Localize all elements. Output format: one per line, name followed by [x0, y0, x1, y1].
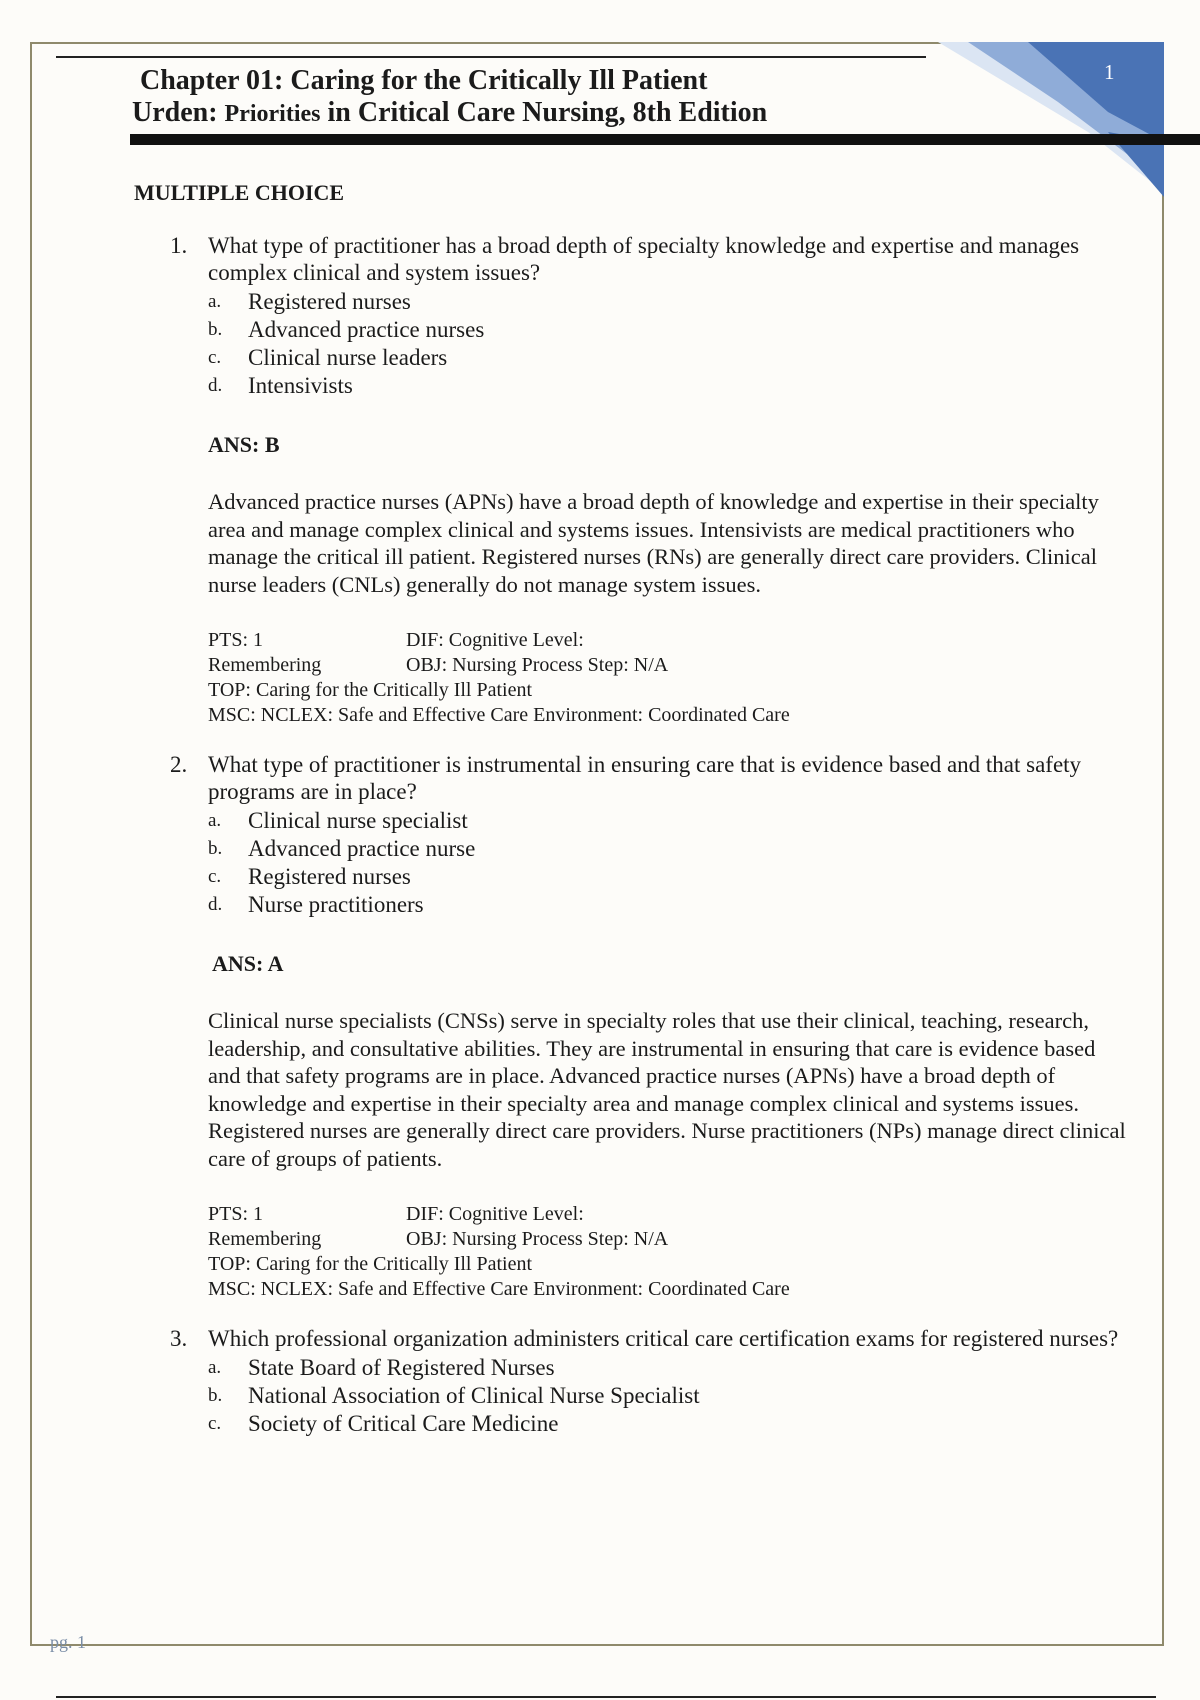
option-letter: b.: [208, 838, 223, 859]
question-2: [170, 751, 1130, 1302]
option-list: [208, 1354, 1130, 1438]
corner-decoration: [938, 42, 1164, 202]
meta-dif: DIF: Cognitive Level:: [406, 629, 584, 651]
option-letter: a.: [208, 810, 222, 831]
option-text: National Association of Clinical Nurse Specialist: [248, 1383, 700, 1408]
bottom-rule: [56, 1696, 1156, 1698]
option-text: State Board of Registered Nurses: [248, 1355, 555, 1380]
option-letter: c.: [208, 1413, 222, 1434]
option-text: Intensivists: [248, 373, 353, 398]
option-letter: c.: [208, 866, 222, 887]
meta-pts: PTS: 1: [208, 1203, 264, 1225]
option-letter: b.: [208, 319, 223, 340]
option-text: Clinical nurse specialist: [248, 808, 468, 833]
option-c: [208, 1410, 1130, 1438]
question-stem: Which professional organization administers critical care certification exams for registered nurses?: [208, 1326, 1119, 1351]
option-d: [208, 372, 1130, 400]
question-metadata: [208, 628, 1130, 728]
meta-pts: PTS: 1: [208, 629, 264, 651]
option-text: Nurse practitioners: [248, 892, 424, 917]
top-rule: [56, 56, 926, 58]
question-metadata: [208, 1202, 1130, 1302]
section-heading: MULTIPLE CHOICE: [134, 180, 345, 205]
meta-msc: MSC: NCLEX: Safe and Effective Care Environment: Coordinated Care: [208, 1278, 790, 1300]
book-title: [132, 96, 767, 131]
question-number: 1.: [170, 233, 188, 258]
footer-page-label: pg. 1: [50, 1632, 86, 1652]
option-d: [208, 891, 1130, 919]
rationale-text: Advanced practice nurses (APNs) have a broad depth of knowledge and expertise in their specialty area and manage complex clinical and systems issues. Intensivists are medical practitioners who manage the critical ill patient. Registered nurses (RNs) are generally direct care providers. Clinical nurse leaders (CNLs) generally do not manage system issues.: [208, 489, 1099, 597]
question-stem: What type of practitioner has a broad depth of specialty knowledge and expertise and manages complex clinical and system issues?: [208, 233, 1080, 285]
meta-level: Remembering: [208, 1228, 322, 1250]
question-number: 3.: [170, 1326, 188, 1351]
book-title-rest: in Critical Care Nursing, 8th Edition: [327, 97, 768, 128]
option-letter: a.: [208, 291, 222, 312]
meta-obj: OBJ: Nursing Process Step: N/A: [406, 1228, 669, 1250]
option-c: [208, 344, 1130, 372]
meta-top: TOP: Caring for the Critically Ill Patient: [208, 1253, 533, 1275]
option-a: [208, 807, 1130, 835]
meta-row: [208, 628, 1130, 653]
answer-label: ANS: A: [212, 951, 284, 976]
option-a: [208, 1354, 1130, 1382]
option-list: [208, 807, 1130, 919]
option-letter: c.: [208, 347, 222, 368]
header-page-number: 1: [1104, 60, 1115, 84]
meta-row: [208, 653, 1130, 678]
option-b: [208, 835, 1130, 863]
option-text: Society of Critical Care Medicine: [248, 1411, 559, 1436]
option-text: Clinical nurse leaders: [248, 345, 448, 370]
option-letter: a.: [208, 1357, 222, 1378]
option-text: Advanced practice nurse: [248, 836, 476, 861]
question-number: 2.: [170, 752, 188, 777]
meta-obj: OBJ: Nursing Process Step: N/A: [406, 654, 669, 676]
meta-top: TOP: Caring for the Critically Ill Patient: [208, 679, 533, 701]
answer-label: ANS: B: [208, 432, 280, 457]
option-list: [208, 288, 1130, 400]
option-letter: d.: [208, 375, 223, 396]
question-3: [170, 1325, 1130, 1438]
option-text: Registered nurses: [248, 864, 411, 889]
option-b: [208, 316, 1130, 344]
chapter-title: Chapter 01: Caring for the Critically Ill Patient: [140, 65, 708, 96]
rationale-text: Clinical nurse specialists (CNSs) serve in specialty roles that use their clinical, teaching, research, leadership, and consultative abilities. They are instrumental in ensuring that care is evidence based and that safety programs are in place. Advanced practice nurses (APNs) have a broad depth of knowledge and expertise in their specialty area and manage complex clinical and systems issues. Registered nurses are generally direct care providers. Nurse practitioners (NPs) manage direct clinical care of groups of patients.: [208, 1008, 1126, 1171]
option-letter: b.: [208, 1385, 223, 1406]
book-title-small: Priorities: [224, 101, 321, 127]
meta-row: [208, 1227, 1130, 1252]
meta-dif: DIF: Cognitive Level:: [406, 1203, 584, 1225]
meta-msc: MSC: NCLEX: Safe and Effective Care Environment: Coordinated Care: [208, 704, 790, 726]
option-a: [208, 288, 1130, 316]
meta-row: [208, 1202, 1130, 1227]
meta-level: Remembering: [208, 654, 322, 676]
question-stem: What type of practitioner is instrumental in ensuring care that is evidence based and that safety programs are in place?: [208, 752, 1082, 804]
option-c: [208, 863, 1130, 891]
question-1: [170, 232, 1130, 728]
header-bar: [130, 134, 1200, 145]
book-author: Urden:: [132, 97, 218, 128]
option-text: Registered nurses: [248, 289, 411, 314]
option-letter: d.: [208, 894, 223, 915]
option-text: Advanced practice nurses: [248, 317, 485, 342]
option-b: [208, 1382, 1130, 1410]
